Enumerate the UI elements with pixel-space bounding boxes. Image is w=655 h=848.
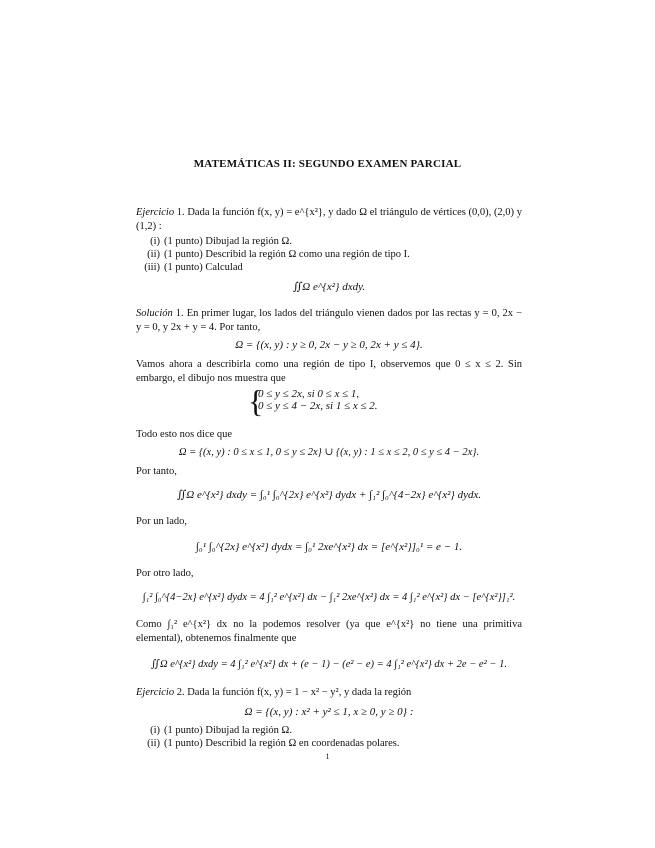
case-1: 0 ≤ y ≤ 2x, si 0 ≤ x ≤ 1, (258, 388, 360, 400)
exercise-1-item-1 (138, 235, 522, 249)
item-number: (ii) (147, 738, 160, 749)
equation-1: ∬Ω e^{x²} dxdy = ∫₀¹ ∫₀^{2x} e^{x²} dydx + ∫₁² ∫₀^{4−2x} e^{x²} dydx. (176, 489, 482, 501)
item-text: (1 punto) Dibujad la región Ω. (164, 236, 292, 247)
equation-4: ∬Ω e^{x²} dxdy = 4 ∫₁² e^{x²} dx + (e − 1) − (e² − e) = 4 ∫₁² e^{x²} dx + 2e − e² − 1. (151, 659, 507, 670)
solution-1-paragraph-4: Por tanto, (136, 466, 177, 477)
solution-1-paragraph-2: Vamos ahora a describirla como una región de tipo I, observemos que 0 ≤ x ≤ 2. Sin embargo, el dibujo nos muestra que (136, 359, 522, 384)
cases-block (248, 383, 478, 419)
exercise-1-item-3 (138, 261, 522, 275)
solution-1-paragraph-7: Como ∫₁² e^{x²} dx no la podemos resolver (ya que e^{x²} no tiene una primitiva elemental), obtenemos finalmente que (136, 619, 522, 644)
solution-1-intro (136, 307, 522, 335)
item-text: (1 punto) Describid la región Ω como una región de tipo I. (164, 249, 410, 260)
omega-type-1: Ω = {(x, y) : 0 ≤ x ≤ 1, 0 ≤ y ≤ 2x} ∪ {(x, y) : 1 ≤ x ≤ 2, 0 ≤ y ≤ 4 − 2x}. (178, 447, 480, 458)
exercise-2-statement (136, 686, 522, 700)
solution-1-label: Solución (136, 308, 173, 319)
exercise-2-omega: Ω = {(x, y) : x² + y² ≤ 1, x ≥ 0, y ≥ 0} : (244, 706, 414, 718)
omega-definition: Ω = {(x, y) : y ≥ 0, 2x − y ≥ 0, 2x + y ≤ 4}. (235, 339, 423, 351)
solution-1-paragraph-6: Por otro lado, (136, 568, 194, 579)
item-number: (iii) (144, 262, 160, 273)
exercise-2-item-1 (138, 724, 522, 738)
exercise-1-integral: ∬Ω e^{x²} dxdy. (292, 281, 366, 293)
exercise-1-label: Ejercicio (136, 207, 175, 218)
solution-1-paragraph-5: Por un lado, (136, 516, 188, 527)
item-number: (i) (150, 236, 160, 247)
item-text: (1 punto) Calculad (164, 262, 243, 273)
solution-1-text: 1. En primer lugar, los lados del triángulo vienen dados por las rectas y = 0, 2x − y = 0, y 2x + y = 4. Por tanto, (136, 308, 522, 333)
exercise-1-statement (136, 206, 522, 234)
left-brace-icon: { (248, 383, 264, 419)
item-number: (ii) (147, 249, 160, 260)
page-number: 1 (325, 752, 330, 761)
exercise-2-text: 2. Dada la función f(x, y) = 1 − x² − y², y dada la región (174, 687, 412, 698)
item-number: (i) (150, 725, 160, 736)
case-2: 0 ≤ y ≤ 4 − 2x, si 1 ≤ x ≤ 2. (258, 400, 378, 412)
equation-2: ∫₀¹ ∫₀^{2x} e^{x²} dydx = ∫₀¹ 2xe^{x²} dx = [e^{x²}]₀¹ = e − 1. (195, 541, 463, 553)
exercise-2-item-2 (138, 737, 522, 751)
exercise-1-text: 1. Dada la función f(x, y) = e^{x²}, y dado Ω el triángulo de vértices (0,0), (2,0) y (1,2) : (136, 207, 522, 232)
equation-3: ∫₁² ∫₀^{4−2x} e^{x²} dydx = 4 ∫₁² e^{x²} dx − ∫₁² 2xe^{x²} dx = 4 ∫₁² e^{x²} dx − [e^{x²}]₁². (142, 592, 516, 603)
item-text: (1 punto) Dibujad la región Ω. (164, 725, 292, 736)
document-title: MATEMÁTICAS II: SEGUNDO EXAMEN PARCIAL (193, 158, 462, 170)
exercise-2-label: Ejercicio (136, 687, 175, 698)
item-text: (1 punto) Describid la región Ω en coordenadas polares. (164, 738, 400, 749)
solution-1-paragraph-3: Todo esto nos dice que (136, 429, 233, 440)
exercise-1-item-2 (138, 248, 522, 262)
